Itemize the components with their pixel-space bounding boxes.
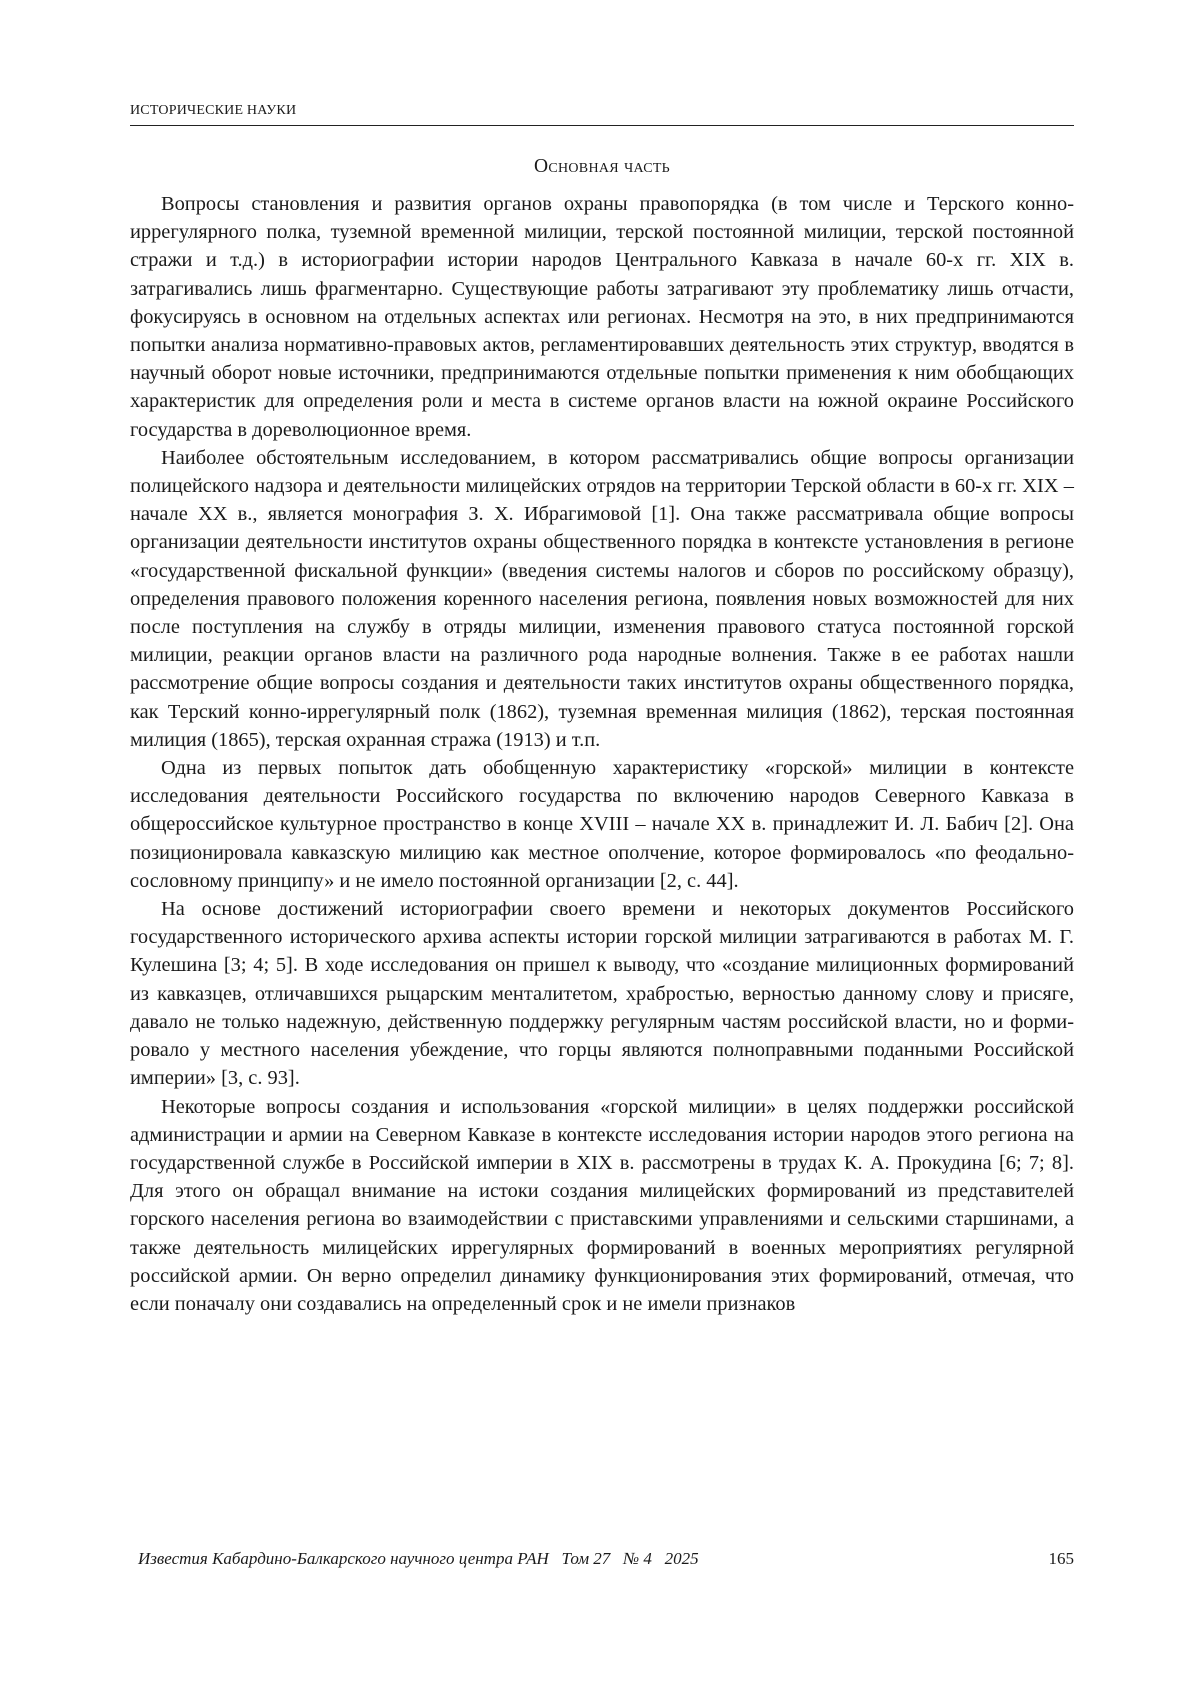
paragraph: Вопросы становления и развития органов охраны правопорядка (в том числе и Терского конно-иррегулярного полка, туземной временной милиции, терской постоянной милиции, терской постоянной стражи и т.д.) в историографии истории народов Центрального Кавказа в начале 60-х гг. XIX в. затрагивались лишь фрагментарно. Существующие работы затрагивают эту проблематику лишь отчасти, фокусируясь в основном на отдельных аспектах или регионах. Несмотря на это, в них предпринимаются попытки анализа нормативно-правовых актов, регламентировавших деятельность этих структур, вводятся в научный оборот новые источники, предпринимаются отдельные попытки применения к ним обобщающих характеристик для определения роли и места в системе органов власти на южной окраине Российского государства в дореволюционное время. bbox=[130, 193, 1074, 441]
article-body bbox=[130, 190, 1074, 1318]
section-heading: Основная часть bbox=[533, 156, 671, 177]
footer-journal-citation: Известия Кабардино-Балкарского научного центра РАН Том 27 № 4 2025 bbox=[138, 1549, 699, 1568]
header-rule bbox=[130, 125, 1074, 126]
paragraph: На основе достижений историографии своего времени и некоторых документов Российского государственного исторического архива аспекты истории горской милиции затрагиваются в работах М. Г. Кулешина [3; 4; 5]. В ходе исследования он пришел к выводу, что «создание милиционных формирований из кавказцев, отличавшихся рыцарским менталитетом, храбростью, верностью данному слову и присяге, давало не только надежную, действенную поддержку регулярным частям российской власти, но и формировало у местного населения убеждение, что горцы являются полноправными поданными Российской империи» [3, с. 93]. bbox=[130, 898, 1074, 1090]
running-head: ИСТОРИЧЕСКИЕ НАУКИ bbox=[130, 103, 297, 118]
paragraph: Некоторые вопросы создания и использования «горской милиции» в целях поддержки российской администрации и армии на Северном Кавказе в контексте исследования истории народов этого региона на государственной службе в Российской империи в XIX в. рассмотрены в трудах К. А. Прокудина [6; 7; 8]. Для этого он обращал внимание на истоки создания милицейских формирований из представителей горского населения региона во взаимодействии с приставскими управлениями и сельскими старшинами, а также деятельность милицейских иррегулярных формирований в военных мероприятиях регулярной российской армии. Он верно определил динамику функционирования этих формирований, отмечая, что если поначалу они создавались на определенный срок и не имели признаков bbox=[130, 1095, 1074, 1315]
paragraph: Наиболее обстоятельным исследованием, в котором рассматривались общие вопросы организации полицейского надзора и деятельности милицейских отрядов на территории Терской области в 60-х гг. XIX – начале XX в., является монография З. Х. Ибрагимовой [1]. Она также рассматривала общие вопросы организации деятельности институтов охраны общественного порядка в контексте установления в регионе «государственной фискальной функции» (введения системы налогов и сборов по российскому образцу), определения правового положения коренного населения региона, появления новых возможностей для них после поступления на службу в отряды милиции, изменения правового статуса постоянной горской милиции, реакции органов власти на различного рода народные волнения. Также в ее работах нашли рассмотрение общие вопросы создания и деятельности таких институтов охраны общественного порядка, как Терский конно-иррегулярный полк (1862), туземная временная милиция (1862), терская постоянная милиция (1865), терская охранная стража (1913) и т.п. bbox=[130, 446, 1074, 751]
paragraph: Одна из первых попыток дать обобщенную характеристику «горской» милиции в контексте исследования деятельности Российского государства по включению народов Северного Кавказа в общероссийское культурное пространство в конце XVIII – начале XX в. принадлежит И. Л. Бабич [2]. Она позиционировала кавказскую милицию как местное ополчение, которое формировалось «по феодально-сословному принципу» и не имело постоянной организации [2, с. 44]. bbox=[130, 757, 1074, 892]
page-number: 165 bbox=[1048, 1549, 1074, 1568]
